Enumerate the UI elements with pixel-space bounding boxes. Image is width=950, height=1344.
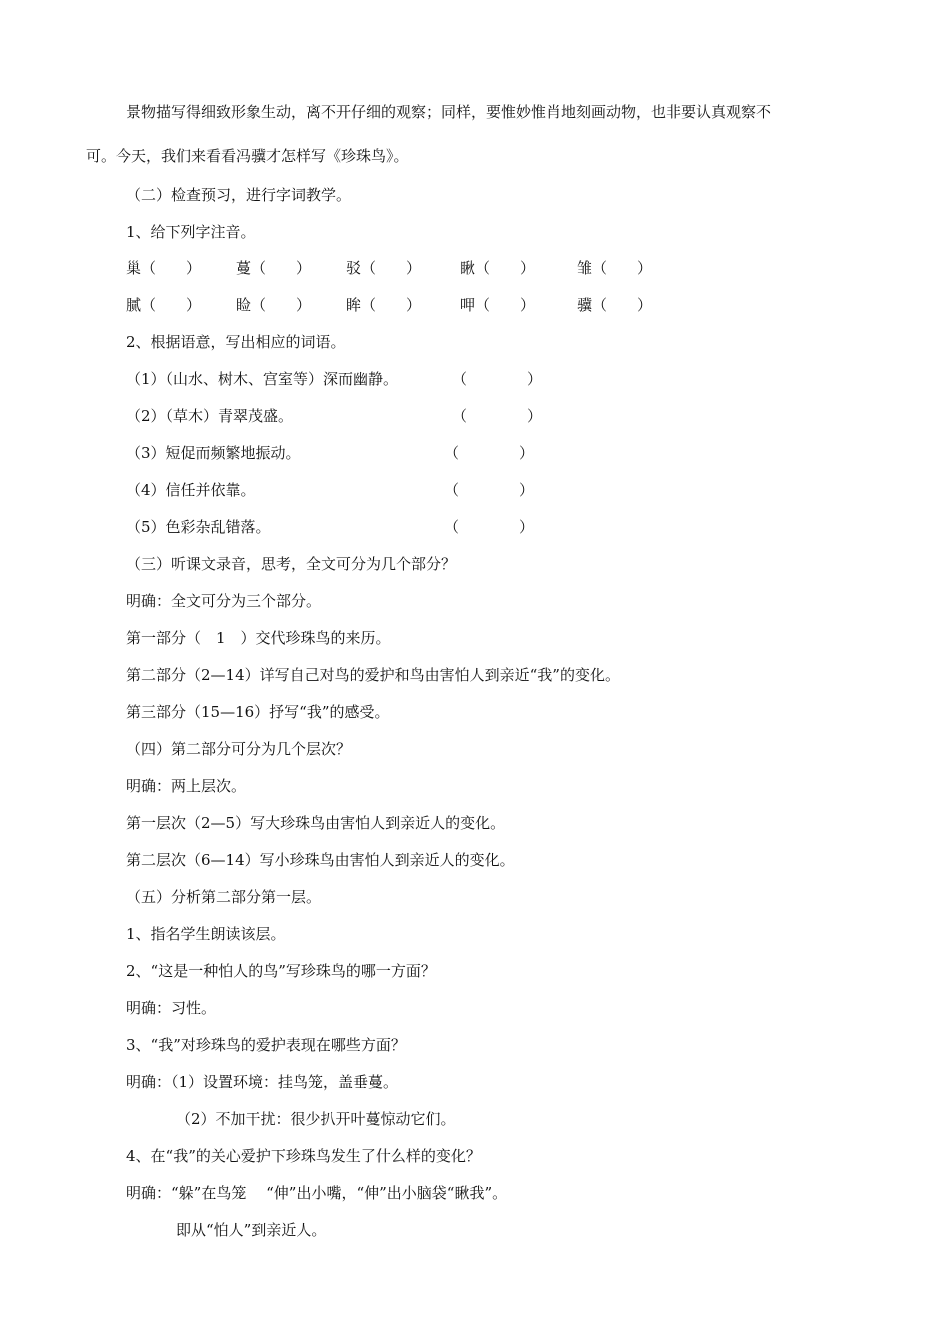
- pinyin-item: 巢（ ）: [126, 259, 202, 277]
- part-3: 第三部分（15—16）抒写“我”的感受。: [126, 703, 390, 721]
- pinyin-item: 睑（ ）: [236, 296, 312, 314]
- question-2: 2、“这是一种怕人的鸟”写珍珠鸟的哪一方面？: [126, 962, 436, 980]
- definition-item: （5）色彩杂乱错落。: [126, 518, 271, 536]
- section-heading-4: （四）第二部分可分为几个层次？: [126, 740, 352, 758]
- intro-line-2: 可。今天，我们来看看冯骥才怎样写《珍珠鸟》。: [86, 147, 409, 165]
- answer-blank: （ ）: [452, 407, 543, 425]
- pinyin-item: 腻（ ）: [126, 296, 202, 314]
- answer-blank: （ ）: [444, 481, 535, 499]
- pinyin-item: 驳（ ）: [346, 259, 422, 277]
- definition-item: （4）信任并依靠。: [126, 481, 256, 499]
- question-3-answer-1: 明确：（1）设置环境：挂鸟笼，盖垂蔓。: [126, 1073, 399, 1091]
- definition-item: （2）（草木）青翠茂盛。: [126, 407, 294, 425]
- task-1-label: 1、给下列字注音。: [126, 223, 256, 241]
- question-4-answer-1: 明确：“躲”在鸟笼 “伸”出小嘴，“伸”出小脑袋“瞅我”。: [126, 1184, 508, 1202]
- definition-item: （1）（山水、树木、宫室等）深而幽静。: [126, 370, 399, 388]
- definition-item: （3）短促而频繁地振动。: [126, 444, 301, 462]
- intro-line-1: 景物描写得细致形象生动，离不开仔细的观察；同样，要惟妙惟肖地刻画动物，也非要认真观察不: [126, 103, 772, 121]
- layer-1: 第一层次（2—5）写大珍珠鸟由害怕人到亲近人的变化。: [126, 814, 506, 832]
- answer-blank: （ ）: [444, 444, 535, 462]
- question-4: 4、在“我”的关心爱护下珍珠鸟发生了什么样的变化？: [126, 1147, 481, 1165]
- answer-blank: （ ）: [452, 370, 543, 388]
- section-3-answer: 明确：全文可分为三个部分。: [126, 592, 322, 610]
- pinyin-item: 眸（ ）: [346, 296, 422, 314]
- question-1: 1、指名学生朗读该层。: [126, 925, 286, 943]
- section-heading-3: （三）听课文录音，思考，全文可分为几个部分？: [126, 555, 457, 573]
- pinyin-item: 呷（ ）: [460, 296, 536, 314]
- pinyin-item: 雏（ ）: [577, 259, 653, 277]
- question-2-answer: 明确：习性。: [126, 999, 217, 1017]
- section-heading-5: （五）分析第二部分第一层。: [126, 888, 322, 906]
- question-3-answer-2: （2）不加干扰：很少扒开叶蔓惊动它们。: [176, 1110, 456, 1128]
- answer-blank: （ ）: [444, 518, 535, 536]
- task-2-label: 2、根据语意，写出相应的词语。: [126, 333, 346, 351]
- part-1: 第一部分（ 1 ）交代珍珠鸟的来历。: [126, 629, 391, 647]
- pinyin-item: 骥（ ）: [577, 296, 653, 314]
- section-4-answer: 明确：两上层次。: [126, 777, 247, 795]
- question-4-answer-2: 即从“怕人”到亲近人。: [176, 1221, 327, 1239]
- pinyin-item: 瞅（ ）: [460, 259, 536, 277]
- layer-2: 第二层次（6—14）写小珍珠鸟由害怕人到亲近人的变化。: [126, 851, 515, 869]
- section-heading-2: （二）检查预习，进行字词教学。: [126, 186, 352, 204]
- part-2: 第二部分（2—14）详写自己对鸟的爱护和鸟由害怕人到亲近“我”的变化。: [126, 666, 620, 684]
- question-3: 3、“我”对珍珠鸟的爱护表现在哪些方面？: [126, 1036, 406, 1054]
- pinyin-item: 蔓（ ）: [236, 259, 312, 277]
